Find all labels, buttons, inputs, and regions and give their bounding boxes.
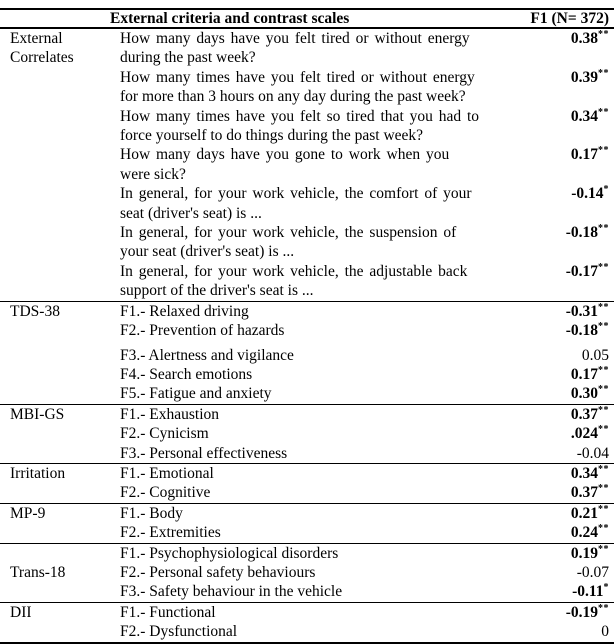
table-row	[0, 463, 614, 483]
value-cell	[508, 68, 614, 107]
table-row	[0, 301, 614, 321]
table-row	[0, 503, 614, 523]
table-header	[0, 9, 614, 28]
correlation-value: 0.37	[570, 484, 598, 502]
criteria-cell: F3.- Personal effectiveness	[120, 444, 288, 462]
significance-marker: **	[598, 602, 609, 614]
value-cell	[508, 321, 614, 340]
header-category	[0, 9, 110, 28]
header-f1: F1 (N= 372)	[508, 9, 614, 28]
value-cell	[508, 602, 614, 622]
significance-marker: **	[598, 503, 609, 515]
table-row	[0, 28, 614, 68]
correlation-value: 0.39	[570, 68, 598, 86]
significance-marker: **	[598, 483, 609, 495]
criteria-line: force yourself to do things during the past week?	[120, 127, 424, 145]
criteria-cell: F2.- Cynicism	[120, 425, 209, 443]
significance-marker: **	[598, 261, 609, 273]
correlation-value: -0.04	[576, 444, 609, 462]
criteria-cell: F1.- Exhaustion	[110, 404, 508, 424]
section-label: MP-9	[0, 503, 110, 543]
section-label: MBI-GS	[0, 404, 110, 463]
section-dii	[0, 602, 614, 642]
correlation-value: 0.17	[570, 146, 598, 164]
header-row	[0, 9, 614, 28]
correlation-value: 0.34	[570, 464, 598, 482]
correlation-value: -0.14	[571, 185, 604, 203]
criteria-cell: F1.- Psychophysiological disorders	[110, 543, 508, 563]
value-cell	[508, 582, 614, 602]
significance-marker: *	[603, 582, 609, 594]
section-tds-38	[0, 301, 614, 404]
criteria-cell: F3.- Safety behaviour in the vehicle	[120, 583, 343, 601]
section-external-correlates	[0, 28, 614, 301]
criteria-line: seat (driver's seat) is ...	[120, 204, 262, 222]
value-cell	[508, 404, 614, 424]
section-label: Irritation	[0, 463, 110, 503]
significance-marker: **	[598, 543, 609, 555]
significance-marker: **	[598, 106, 609, 118]
value-cell	[508, 365, 614, 384]
criteria-cell: F2.- Dysfunctional	[120, 623, 238, 641]
criteria-cell: F2.- Extremities	[120, 524, 221, 542]
significance-marker: **	[598, 28, 609, 40]
table-row	[0, 602, 614, 622]
criteria-line: In general, for your work vehicle, the suspension of	[120, 224, 457, 242]
header-criteria: External criteria and contrast scales	[110, 9, 508, 28]
correlation-value: .024	[570, 425, 598, 443]
correlation-value: -0.07	[576, 563, 609, 581]
correlation-value: -0.19	[565, 603, 598, 621]
value-cell	[508, 184, 614, 223]
criteria-line: How many times have you felt so tired that you had to	[120, 107, 480, 125]
value-cell	[508, 444, 614, 464]
correlation-value: -0.17	[565, 262, 598, 280]
significance-marker: **	[598, 301, 609, 313]
criteria-cell: F1.- Body	[110, 503, 508, 523]
correlation-value: -0.18	[565, 224, 598, 242]
criteria-cell: F1.- Functional	[110, 602, 508, 622]
value-cell	[508, 384, 614, 404]
criteria-cell	[110, 145, 508, 184]
criteria-cell: F3.- Alertness and vigilance	[120, 346, 294, 364]
correlation-value: -0.18	[565, 322, 598, 340]
value-cell	[508, 543, 614, 563]
significance-marker: *	[603, 184, 609, 196]
value-cell	[508, 483, 614, 503]
correlation-value: 0.05	[581, 346, 609, 364]
value-cell	[508, 622, 614, 642]
value-cell	[508, 341, 614, 365]
criteria-line: How many times have you felt tired or without energy	[120, 68, 475, 86]
criteria-cell: F2.- Personal safety behaviours	[120, 563, 316, 581]
correlation-value: 0.17	[570, 365, 598, 383]
value-cell	[508, 107, 614, 146]
significance-marker: **	[598, 222, 609, 234]
section-irritation	[0, 463, 614, 503]
value-cell	[508, 424, 614, 443]
significance-marker: **	[598, 463, 609, 475]
criteria-cell	[110, 68, 508, 107]
significance-marker: **	[598, 320, 609, 332]
criteria-line: In general, for your work vehicle, the comfort of your	[120, 185, 472, 203]
correlation-value: 0.34	[570, 107, 598, 125]
section-trans-18	[0, 543, 614, 602]
correlation-value: 0	[601, 623, 609, 641]
criteria-line: How many days have you felt tired or without energy	[120, 30, 470, 47]
value-cell	[508, 262, 614, 301]
value-cell	[508, 145, 614, 184]
criteria-line: In general, for your work vehicle, the adjustable back	[120, 262, 468, 280]
value-cell	[508, 28, 614, 68]
significance-marker: **	[598, 384, 609, 396]
criteria-cell	[110, 28, 508, 68]
criteria-cell: F4.- Search emotions	[120, 365, 253, 383]
criteria-cell	[110, 262, 508, 301]
section-label: DII	[0, 602, 110, 642]
section-mp-9	[0, 503, 614, 543]
correlation-value: -0.11	[572, 583, 604, 601]
value-cell	[508, 463, 614, 483]
criteria-cell: F1.- Relaxed driving	[110, 301, 508, 321]
table-row	[0, 404, 614, 424]
criteria-line: during the past week?	[120, 49, 256, 67]
criteria-cell	[110, 223, 508, 262]
correlation-value: 0.38	[570, 30, 598, 47]
table-row	[0, 543, 614, 563]
value-cell	[508, 503, 614, 523]
criteria-line: for more than 3 hours on any day during the past week?	[120, 88, 466, 106]
correlation-value: 0.21	[570, 504, 598, 522]
criteria-line: How many days have you gone to work when you	[120, 146, 450, 164]
criteria-cell: F2.- Cognitive	[120, 484, 211, 502]
value-cell	[508, 563, 614, 582]
value-cell	[508, 523, 614, 543]
criteria-cell	[110, 107, 508, 146]
criteria-line: support of the driver's seat is ...	[120, 282, 314, 300]
significance-marker: **	[598, 523, 609, 534]
significance-marker: **	[598, 145, 609, 157]
section-label: TDS-38	[0, 301, 110, 404]
criteria-cell: F2.- Prevention of hazards	[120, 322, 285, 340]
criteria-line: were sick?	[120, 165, 186, 183]
criteria-cell: F1.- Emotional	[110, 463, 508, 483]
significance-marker: **	[598, 67, 609, 79]
section-label: External Correlates	[0, 28, 110, 301]
correlation-value: -0.31	[565, 302, 598, 320]
value-cell	[508, 301, 614, 321]
correlation-value: 0.19	[570, 544, 598, 562]
criteria-line: your seat (driver's seat) is ...	[120, 243, 295, 261]
section-mbi-gs	[0, 404, 614, 463]
section-label: Trans-18	[0, 543, 110, 602]
correlation-table	[0, 8, 614, 644]
value-cell	[508, 223, 614, 262]
correlation-value: 0.30	[570, 385, 598, 403]
correlation-value: 0.37	[570, 405, 598, 423]
significance-marker: **	[598, 364, 609, 376]
correlation-value: 0.24	[570, 524, 598, 542]
significance-marker: **	[598, 404, 609, 416]
criteria-cell	[110, 184, 508, 223]
significance-marker: **	[598, 423, 609, 435]
criteria-cell: F5.- Fatigue and anxiety	[120, 385, 272, 403]
